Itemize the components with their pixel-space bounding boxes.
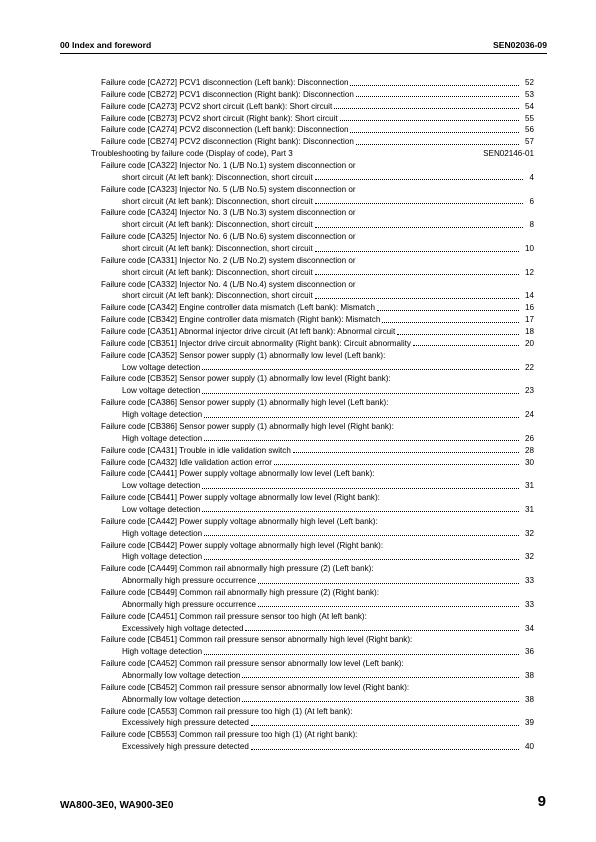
- dot-leader: [258, 583, 519, 584]
- toc-entry-page: 24: [524, 410, 534, 420]
- toc-entry-page: 4: [529, 172, 534, 182]
- toc-entry[interactable]: [0, 314, 596, 326]
- toc-entry[interactable]: [0, 409, 596, 421]
- toc-entry[interactable]: [0, 255, 596, 267]
- document-code: SEN02036-09: [493, 40, 547, 50]
- toc-entry-page: 55: [524, 113, 534, 123]
- section-title: 00 Index and foreword: [60, 40, 152, 50]
- toc-entry-title: Failure code [CB451] Common rail pressure sensor abnormally high level (Right bank):: [101, 635, 413, 645]
- toc-entry-title: short circuit (At left bank): Disconnection, short circuit: [122, 244, 313, 254]
- toc-entry[interactable]: [0, 385, 596, 397]
- page-number: 9: [537, 793, 546, 810]
- toc-entry[interactable]: [0, 682, 596, 694]
- toc-entry[interactable]: [0, 492, 596, 504]
- toc-entry-page: SEN02146-01: [483, 149, 534, 159]
- toc-entry[interactable]: [0, 219, 596, 231]
- toc-entry-title: Failure code [CB449] Common rail abnormally high pressure (2) (Right bank):: [101, 587, 380, 597]
- toc-entry-page: 23: [524, 386, 534, 396]
- toc-entry[interactable]: [0, 148, 596, 160]
- toc-entry-title: Failure code [CA323] Injector No. 5 (L/B No.5) system disconnection or: [101, 184, 356, 194]
- table-of-contents: [0, 77, 596, 753]
- model-label: WA800-3E0, WA900-3E0: [60, 800, 174, 811]
- toc-entry-title: short circuit (At left bank): Disconnection, short circuit: [122, 196, 313, 206]
- toc-entry[interactable]: [0, 634, 596, 646]
- toc-entry-page: 39: [524, 718, 534, 728]
- dot-leader: [293, 452, 519, 453]
- toc-entry-page: 32: [524, 552, 534, 562]
- toc-entry[interactable]: [0, 124, 596, 136]
- toc-entry[interactable]: [0, 160, 596, 172]
- toc-entry-title: Abnormally high pressure occurrence: [122, 576, 257, 586]
- toc-entry-title: Excessively high voltage detected: [122, 623, 244, 633]
- dot-leader: [356, 96, 519, 97]
- toc-entry[interactable]: [0, 433, 596, 445]
- toc-entry-title: Failure code [CB342] Engine controller data mismatch (Right bank): Mismatch: [101, 315, 381, 325]
- toc-entry[interactable]: [0, 646, 596, 658]
- toc-entry[interactable]: [0, 350, 596, 362]
- toc-entry-title: Failure code [CA451] Common rail pressure sensor too high (At left bank):: [101, 611, 367, 621]
- toc-entry[interactable]: [0, 480, 596, 492]
- toc-entry-title: Low voltage detection: [122, 481, 201, 491]
- toc-entry[interactable]: [0, 338, 596, 350]
- toc-entry-page: 52: [524, 78, 534, 87]
- toc-entry-page: 17: [524, 315, 534, 325]
- toc-entry[interactable]: [0, 101, 596, 113]
- toc-entry-page: 8: [529, 220, 534, 230]
- toc-entry[interactable]: [0, 267, 596, 279]
- toc-entry-page: 31: [524, 481, 534, 491]
- toc-entry-title: short circuit (At left bank): Disconnection, short circuit: [122, 172, 313, 182]
- toc-entry-page: 26: [524, 433, 534, 443]
- toc-entry-title: High voltage detection: [122, 647, 203, 657]
- toc-entry-title: Failure code [CB273] PCV2 short circuit (Right bank): Short circuit: [101, 113, 338, 123]
- toc-entry[interactable]: [0, 207, 596, 219]
- toc-entry[interactable]: [0, 468, 596, 480]
- dot-leader: [204, 535, 519, 536]
- dot-leader: [334, 108, 519, 109]
- dot-leader: [377, 310, 519, 311]
- toc-entry[interactable]: [0, 136, 596, 148]
- toc-entry-title: Failure code [CA432] Idle validation action error: [101, 457, 272, 467]
- toc-entry[interactable]: [0, 196, 596, 208]
- dot-leader: [202, 488, 519, 489]
- toc-entry[interactable]: [0, 504, 596, 516]
- toc-entry-title: Failure code [CA553] Common rail pressure too high (1) (At left bank):: [101, 706, 353, 716]
- dot-leader: [315, 203, 523, 204]
- toc-entry[interactable]: [0, 528, 596, 540]
- toc-entry-title: Low voltage detection: [122, 362, 201, 372]
- toc-entry[interactable]: [0, 445, 596, 457]
- dot-leader: [382, 322, 519, 323]
- toc-entry[interactable]: [0, 540, 596, 552]
- toc-entry-title: Failure code [CA452] Common rail pressure sensor abnormally low level (Left bank):: [101, 659, 404, 669]
- toc-entry-page: 16: [524, 303, 534, 313]
- dot-leader: [204, 440, 519, 441]
- toc-entry[interactable]: [0, 563, 596, 575]
- toc-entry-title: Failure code [CA352] Sensor power supply (1) abnormally low level (Left bank):: [101, 350, 386, 360]
- dot-leader: [251, 749, 519, 750]
- dot-leader: [202, 511, 519, 512]
- toc-entry-page: 10: [524, 244, 534, 254]
- toc-entry[interactable]: [0, 717, 596, 729]
- toc-entry[interactable]: [0, 77, 596, 89]
- dot-leader: [340, 120, 519, 121]
- toc-entry-page: 33: [524, 576, 534, 586]
- toc-entry-title: Failure code [CA431] Trouble in idle validation switch: [101, 445, 291, 455]
- toc-entry[interactable]: [0, 599, 596, 611]
- toc-entry-title: Failure code [CB272] PCV1 disconnection (Right bank): Disconnection: [101, 89, 354, 99]
- toc-entry[interactable]: [0, 694, 596, 706]
- toc-entry-title: High voltage detection: [122, 410, 203, 420]
- toc-entry[interactable]: [0, 231, 596, 243]
- toc-entry-title: Failure code [CA272] PCV1 disconnection (Left bank): Disconnection: [101, 78, 349, 87]
- toc-entry-title: Troubleshooting by failure code (Display of code), Part 3: [91, 149, 293, 159]
- dot-leader: [204, 417, 519, 418]
- toc-entry-page: 53: [524, 89, 534, 99]
- dot-leader: [242, 677, 519, 678]
- toc-entry-title: Failure code [CA351] Abnormal injector drive circuit (At left bank): Abnormal circuit: [101, 327, 396, 337]
- toc-entry-page: 20: [524, 338, 534, 348]
- toc-entry-page: 31: [524, 504, 534, 514]
- toc-entry-page: 32: [524, 528, 534, 538]
- toc-entry[interactable]: [0, 290, 596, 302]
- toc-entry-title: Excessively high pressure detected: [122, 718, 249, 728]
- dot-leader: [315, 298, 519, 299]
- toc-entry-title: Failure code [CB352] Sensor power supply (1) abnormally low level (Right bank):: [101, 374, 391, 384]
- toc-entry[interactable]: [0, 302, 596, 314]
- toc-entry[interactable]: [0, 658, 596, 670]
- dot-leader: [274, 464, 519, 465]
- toc-entry[interactable]: [0, 172, 596, 184]
- toc-entry-page: 28: [524, 445, 534, 455]
- toc-entry[interactable]: [0, 373, 596, 385]
- dot-leader: [204, 654, 519, 655]
- toc-entry-page: 34: [524, 623, 534, 633]
- toc-entry-title: High voltage detection: [122, 552, 203, 562]
- toc-entry-page: 22: [524, 362, 534, 372]
- toc-entry-page: 40: [524, 742, 534, 752]
- toc-entry-title: short circuit (At left bank): Disconnection, short circuit: [122, 267, 313, 277]
- toc-entry[interactable]: [0, 741, 596, 753]
- dot-leader: [315, 179, 523, 180]
- toc-entry-title: Low voltage detection: [122, 386, 201, 396]
- toc-entry[interactable]: [0, 729, 596, 741]
- toc-entry[interactable]: [0, 243, 596, 255]
- dot-leader: [413, 345, 519, 346]
- toc-entry-title: Excessively high pressure detected: [122, 742, 249, 752]
- dot-leader: [204, 559, 519, 560]
- toc-entry-page: 30: [524, 457, 534, 467]
- dot-leader: [251, 725, 519, 726]
- toc-entry-title: Failure code [CB386] Sensor power supply (1) abnormally high level (Right bank):: [101, 421, 394, 431]
- dot-leader: [258, 606, 519, 607]
- dot-leader: [315, 251, 519, 252]
- toc-entry[interactable]: [0, 670, 596, 682]
- toc-entry[interactable]: [0, 575, 596, 587]
- toc-entry-page: 38: [524, 694, 534, 704]
- toc-entry-page: 33: [524, 599, 534, 609]
- toc-entry[interactable]: [0, 184, 596, 196]
- toc-entry-title: Abnormally high pressure occurrence: [122, 599, 257, 609]
- toc-entry-title: Failure code [CA274] PCV2 disconnection (Left bank): Disconnection: [101, 125, 349, 135]
- toc-entry-title: Failure code [CB553] Common rail pressure too high (1) (At right bank):: [101, 730, 358, 740]
- toc-entry-title: Failure code [CA322] Injector No. 1 (L/B No.1) system disconnection or: [101, 161, 356, 171]
- toc-entry-title: Low voltage detection: [122, 504, 201, 514]
- toc-entry-title: Failure code [CA342] Engine controller data mismatch (Left bank): Mismatch: [101, 303, 375, 313]
- toc-entry-page: 14: [524, 291, 534, 301]
- toc-entry[interactable]: [0, 113, 596, 125]
- toc-entry-title: Failure code [CA442] Power supply voltage abnormally high level (Left bank):: [101, 516, 378, 526]
- toc-entry[interactable]: [0, 457, 596, 469]
- toc-entry[interactable]: [0, 706, 596, 718]
- toc-entry-page: 18: [524, 327, 534, 337]
- toc-entry[interactable]: [0, 89, 596, 101]
- toc-entry-title: Failure code [CB351] Injector drive circuit abnormality (Right bank): Circuit abnormality: [101, 338, 411, 348]
- toc-entry-title: short circuit (At left bank): Disconnection, short circuit: [122, 291, 313, 301]
- toc-entry[interactable]: [0, 623, 596, 635]
- toc-entry-page: 38: [524, 670, 534, 680]
- toc-entry-title: Failure code [CB442] Power supply voltage abnormally high level (Right bank):: [101, 540, 384, 550]
- toc-entry-title: High voltage detection: [122, 433, 203, 443]
- toc-entry[interactable]: [0, 326, 596, 338]
- dot-leader: [315, 274, 519, 275]
- dot-leader: [397, 334, 519, 335]
- dot-leader: [356, 144, 519, 145]
- toc-entry-title: High voltage detection: [122, 528, 203, 538]
- dot-leader: [245, 630, 519, 631]
- toc-entry-title: Failure code [CA449] Common rail abnormally high pressure (2) (Left bank):: [101, 564, 374, 574]
- toc-entry[interactable]: [0, 397, 596, 409]
- toc-entry-title: Failure code [CA331] Injector No. 2 (L/B No.2) system disconnection or: [101, 255, 356, 265]
- toc-entry[interactable]: [0, 611, 596, 623]
- toc-entry-title: Failure code [CA332] Injector No. 4 (L/B No.4) system disconnection or: [101, 279, 356, 289]
- toc-entry-title: Abnormally low voltage detection: [122, 670, 241, 680]
- toc-entry-title: short circuit (At left bank): Disconnection, short circuit: [122, 220, 313, 230]
- dot-leader: [202, 369, 519, 370]
- dot-leader: [315, 227, 523, 228]
- toc-entry[interactable]: [0, 587, 596, 599]
- dot-leader: [350, 132, 519, 133]
- toc-entry-title: Failure code [CB274] PCV2 disconnection (Right bank): Disconnection: [101, 137, 354, 147]
- dot-leader: [202, 393, 519, 394]
- toc-entry-title: Failure code [CA441] Power supply voltage abnormally low level (Left bank):: [101, 469, 375, 479]
- toc-entry-title: Abnormally low voltage detection: [122, 694, 241, 704]
- toc-entry-page: 12: [524, 267, 534, 277]
- toc-entry-page: 56: [524, 125, 534, 135]
- toc-entry-title: Failure code [CA325] Injector No. 6 (L/B No.6) system disconnection or: [101, 232, 356, 242]
- toc-entry-page: 36: [524, 647, 534, 657]
- dot-leader: [350, 85, 519, 86]
- page-header: [60, 40, 547, 54]
- toc-entry-page: 57: [524, 137, 534, 147]
- toc-entry[interactable]: [0, 362, 596, 374]
- toc-entry-title: Failure code [CA324] Injector No. 3 (L/B No.3) system disconnection or: [101, 208, 356, 218]
- toc-entry-title: Failure code [CB441] Power supply voltage abnormally low level (Right bank):: [101, 493, 380, 503]
- header-rule: [60, 53, 547, 54]
- toc-entry-title: Failure code [CB452] Common rail pressure sensor abnormally low level (Right bank):: [101, 682, 410, 692]
- toc-entry[interactable]: [0, 516, 596, 528]
- toc-entry[interactable]: [0, 421, 596, 433]
- toc-entry-title: Failure code [CA386] Sensor power supply (1) abnormally high level (Left bank):: [101, 398, 389, 408]
- toc-entry-page: 6: [529, 196, 534, 206]
- dot-leader: [242, 701, 519, 702]
- toc-entry-title: Failure code [CA273] PCV2 short circuit (Left bank): Short circuit: [101, 101, 333, 111]
- toc-entry[interactable]: [0, 551, 596, 563]
- toc-entry[interactable]: [0, 279, 596, 291]
- toc-entry-page: 54: [524, 101, 534, 111]
